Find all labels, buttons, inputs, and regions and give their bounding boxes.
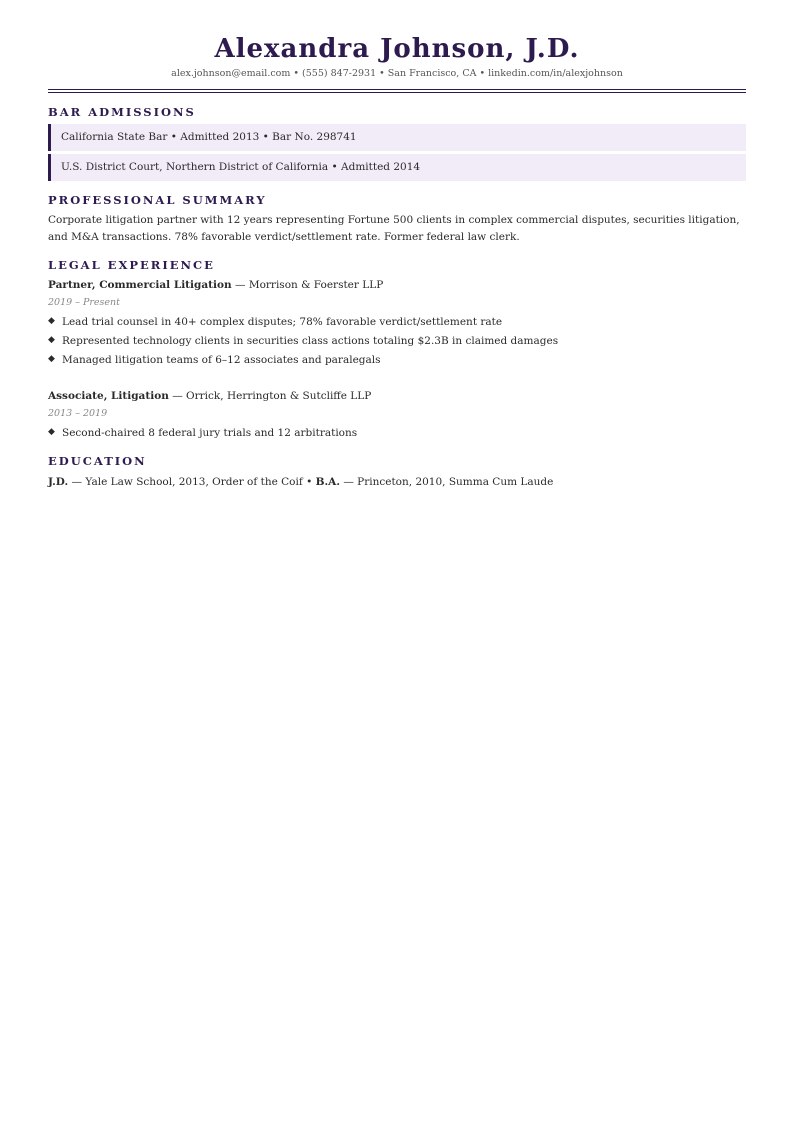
job-title: Associate, Litigation: [48, 390, 169, 402]
bullet-text: Second-chaired 8 federal jury trials and 12 arbitrations: [62, 427, 358, 439]
job-header: [48, 279, 383, 291]
job-firm: — Orrick, Herrington & Sutcliffe LLP: [172, 390, 372, 402]
bullet-icon: ◆: [48, 316, 55, 326]
summary-heading: PROFESSIONAL SUMMARY: [48, 193, 267, 207]
job-firm: — Morrison & Foerster LLP: [235, 279, 384, 291]
degree-jd: J.D.: [48, 476, 69, 488]
education-separator: •: [306, 476, 313, 488]
bullet-text: Represented technology clients in securities class actions totaling $2.3B in claimed damages: [62, 335, 559, 347]
bullet-text: Lead trial counsel in 40+ complex disputes; 78% favorable verdict/settlement rate: [62, 316, 503, 328]
bar-admission-item: U.S. District Court, Northern District of California • Admitted 2014: [48, 154, 746, 181]
job-title: Partner, Commercial Litigation: [48, 279, 232, 291]
bar-admission-item: California State Bar • Admitted 2013 • Bar No. 298741: [48, 124, 746, 151]
bullet-icon: ◆: [48, 335, 55, 345]
bullet-text: Managed litigation teams of 6–12 associates and paralegals: [62, 354, 381, 366]
degree-ba: B.A.: [315, 476, 340, 488]
header-rule-thin: [48, 92, 746, 93]
summary-text: Corporate litigation partner with 12 years representing Fortune 500 clients in complex commercial disputes, securities litigation, and M&A transactions. 78% favorable verdict/settlement rate. Former federal law clerk.: [48, 214, 740, 243]
job-dates: 2019 – Present: [48, 297, 120, 308]
education-line: [48, 476, 553, 488]
education-heading: EDUCATION: [48, 454, 147, 468]
degree-jd-detail: — Yale Law School, 2013, Order of the Coif: [71, 476, 303, 488]
job-header: [48, 390, 371, 402]
experience-heading: LEGAL EXPERIENCE: [48, 258, 215, 272]
bullet-icon: ◆: [48, 427, 55, 437]
header-rule-thick: [48, 89, 746, 90]
contact-line: alex.johnson@email.com • (555) 847-2931 • San Francisco, CA • linkedin.com/in/alexjohnson: [171, 68, 623, 79]
degree-ba-detail: — Princeton, 2010, Summa Cum Laude: [343, 476, 554, 488]
bar-admissions-heading: BAR ADMISSIONS: [48, 105, 196, 119]
candidate-name: Alexandra Johnson, J.D.: [214, 34, 580, 64]
bullet-icon: ◆: [48, 354, 55, 364]
job-dates: 2013 – 2019: [48, 408, 108, 419]
